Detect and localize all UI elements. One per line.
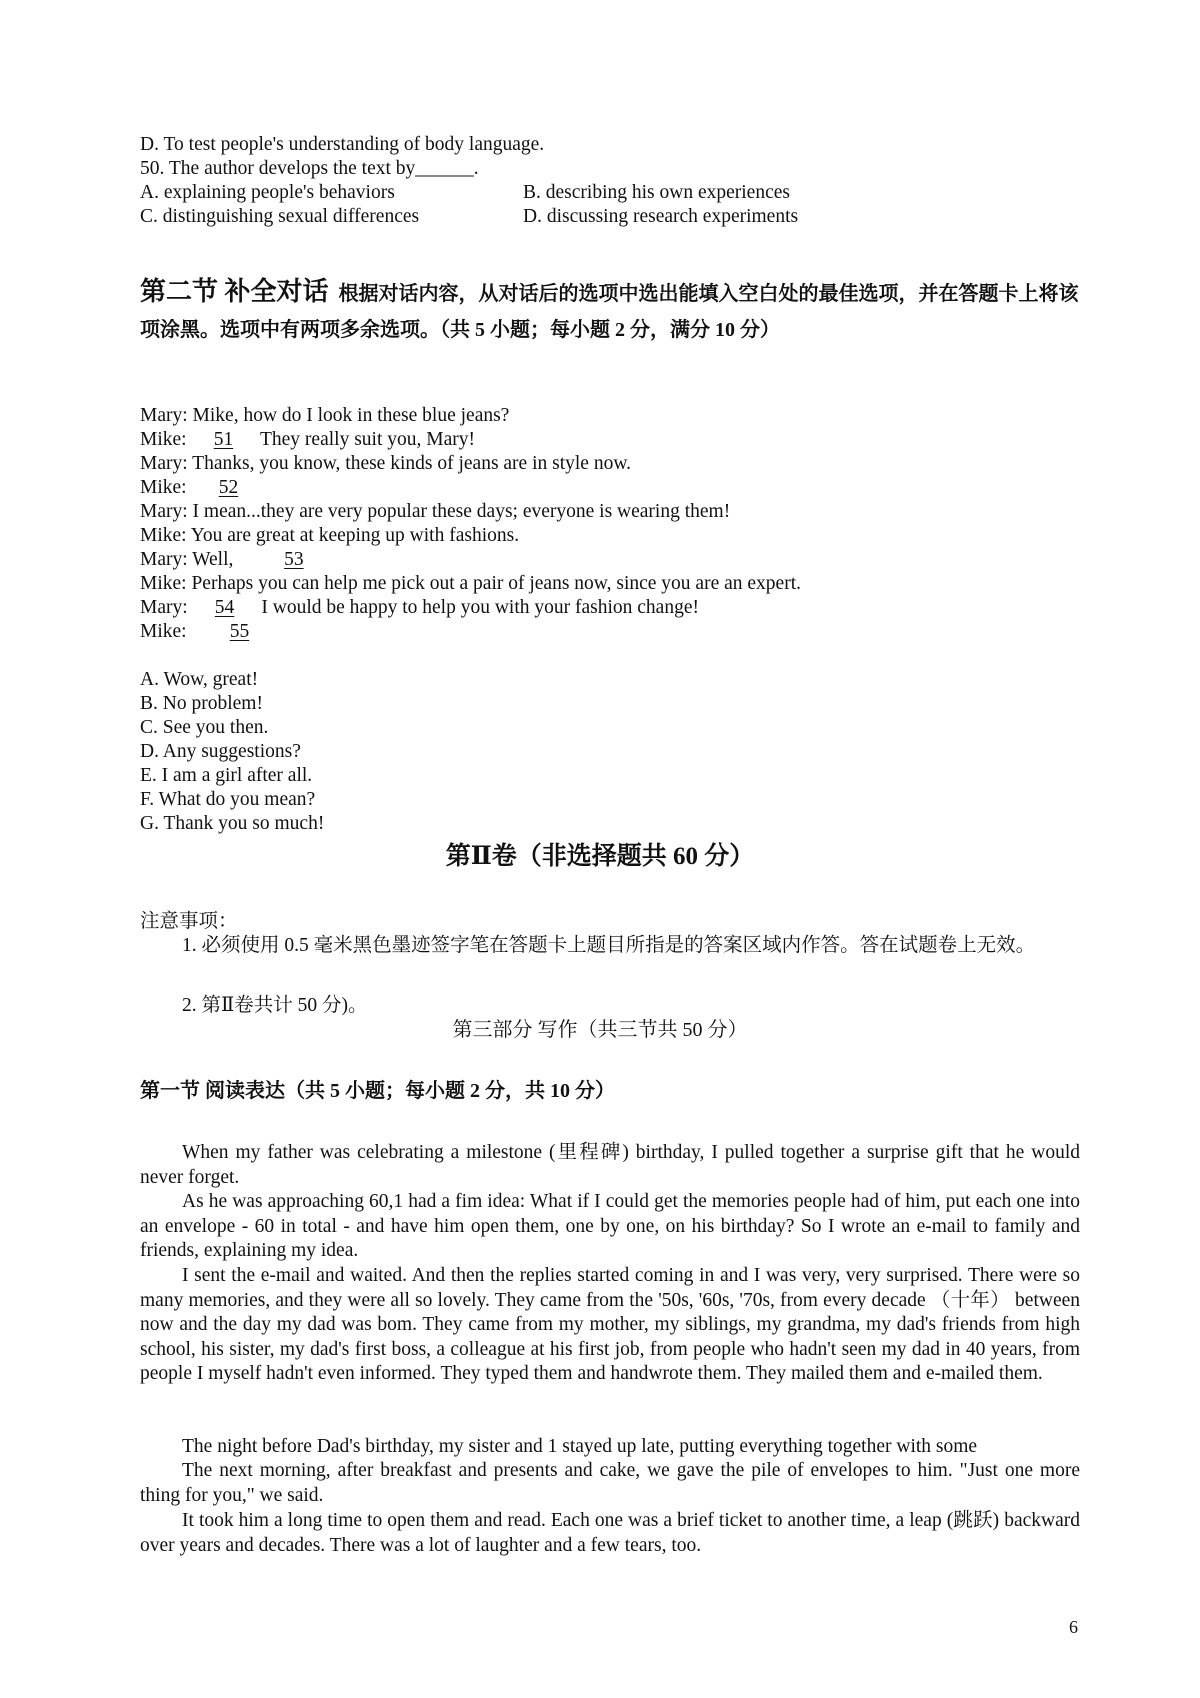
q50-stem: 50. The author develops the text by______. (140, 158, 479, 179)
speaker-label: Mary: Well, (140, 549, 239, 570)
passage-paragraph: When my father was celebrating a milestone (里程碑) birthday, I pulled together a surprise gift that he would never forget. (140, 1142, 1080, 1188)
blank-53: 53 (284, 549, 304, 570)
notes-item-2: 2. 第Ⅱ卷共计 50 分)。 (182, 995, 368, 1016)
section2-title: 第二节 补全对话 (140, 277, 329, 306)
q50-option-c: C. distinguishing sexual differences (140, 206, 420, 227)
option-f: F. What do you mean? (140, 789, 316, 810)
part3-title: 第三部分 写作（共三节共 50 分） (452, 1019, 748, 1041)
dialogue-line (140, 620, 287, 644)
page-number: 6 (1069, 1617, 1078, 1637)
passage-paragraph: It took him a long time to open them and read. Each one was a brief ticket to another time, a leap (跳跃) backward over years and decades. There was a lot of laughter and a few tears, too. (140, 1510, 1080, 1556)
dialogue-line: Mary: Mike, how do I look in these blue jeans? (140, 405, 510, 426)
option-c: C. See you then. (140, 717, 269, 738)
speaker-label: Mike: (140, 429, 192, 450)
option-e: E. I am a girl after all. (140, 765, 313, 786)
passage-paragraph: The night before Dad's birthday, my sister and 1 stayed up late, putting everything together with some (182, 1436, 978, 1457)
blank-52: 52 (218, 477, 239, 498)
dialogue-text: I would be happy to help you with your fashion change! (256, 597, 699, 618)
speaker-label: Mike: (140, 621, 192, 642)
dialogue-line (140, 548, 335, 572)
notes-item-1: 1. 必须使用 0.5 毫米黑色墨迹签字笔在答题卡上题目所指是的答案区域内作答。答在试题卷上无效。 (182, 935, 1036, 956)
q49-option-d: D. To test people's understanding of body language. (140, 134, 545, 155)
section2-instructions: 根据对话内容，从对话后的选项中选出能填入空白处的最佳选项，并在答题卡上将该项涂黑。选项中有两项多余选项。（共 5 小题；每小题 2 分，满分 10 分） (140, 283, 1079, 341)
q50-option-a: A. explaining people's behaviors (140, 182, 395, 203)
passage-paragraph: As he was approaching 60,1 had a fim idea: What if I could get the memories people had of him, put each one into an envelope - 60 in total - and have him open them, one by one, on his birthday? So I wrote an e-mail to family and friends, explaining my idea. (140, 1191, 1080, 1261)
dialogue-line (140, 596, 699, 620)
dialogue-line: Mary: I mean...they are very popular these days; everyone is wearing them! (140, 501, 731, 522)
dialogue-line (140, 428, 475, 452)
option-a: A. Wow, great! (140, 669, 259, 690)
section2-heading (140, 274, 1080, 348)
notes-label: 注意事项： (140, 911, 238, 932)
volume2-title: 第Ⅱ卷（非选择题共 60 分） (445, 843, 755, 870)
option-d: D. Any suggestions? (140, 741, 301, 762)
dialogue-line: Mike: You are great at keeping up with fashions. (140, 525, 520, 546)
blank-54: 54 (214, 597, 235, 618)
part3-section1-title: 第一节 阅读表达（共 5 小题；每小题 2 分，共 10 分） (140, 1080, 615, 1102)
passage-paragraph: I sent the e-mail and waited. And then the replies started coming in and I was very, very surprised. There were so many memories, and they were all so lovely. They came from the '50s, '60s, '70s, from every decade （十年） between now and the day my dad was bom. They came from my mother, my siblings, my grandma, my dad's friends from high school, his sister, my dad's first boss, a colleague at his first job, from people who hadn't seen my dad in 40 years, from people I myself hadn't even informed. They typed them and handwrote them. They mailed them and e-mailed them. (140, 1265, 1080, 1384)
q50-option-b: B. describing his own experiences (523, 182, 790, 203)
dialogue-line: Mike: Perhaps you can help me pick out a pair of jeans now, since you are an expert. (140, 573, 801, 594)
dialogue-line: Mary: Thanks, you know, these kinds of jeans are in style now. (140, 453, 632, 474)
passage-paragraph: The next morning, after breakfast and presents and cake, we gave the pile of envelopes to him. "Just one more thing for you," we said. (140, 1460, 1080, 1506)
q50-option-d: D. discussing research experiments (523, 206, 799, 227)
speaker-label: Mary: (140, 597, 193, 618)
speaker-label: Mike: (140, 477, 192, 498)
dialogue-text: They really suit you, Mary! (255, 429, 475, 450)
option-g: G. Thank you so much! (140, 813, 325, 834)
option-b: B. No problem! (140, 693, 263, 714)
blank-51: 51 (213, 429, 234, 450)
dialogue-line (140, 476, 265, 500)
blank-55: 55 (229, 621, 250, 642)
